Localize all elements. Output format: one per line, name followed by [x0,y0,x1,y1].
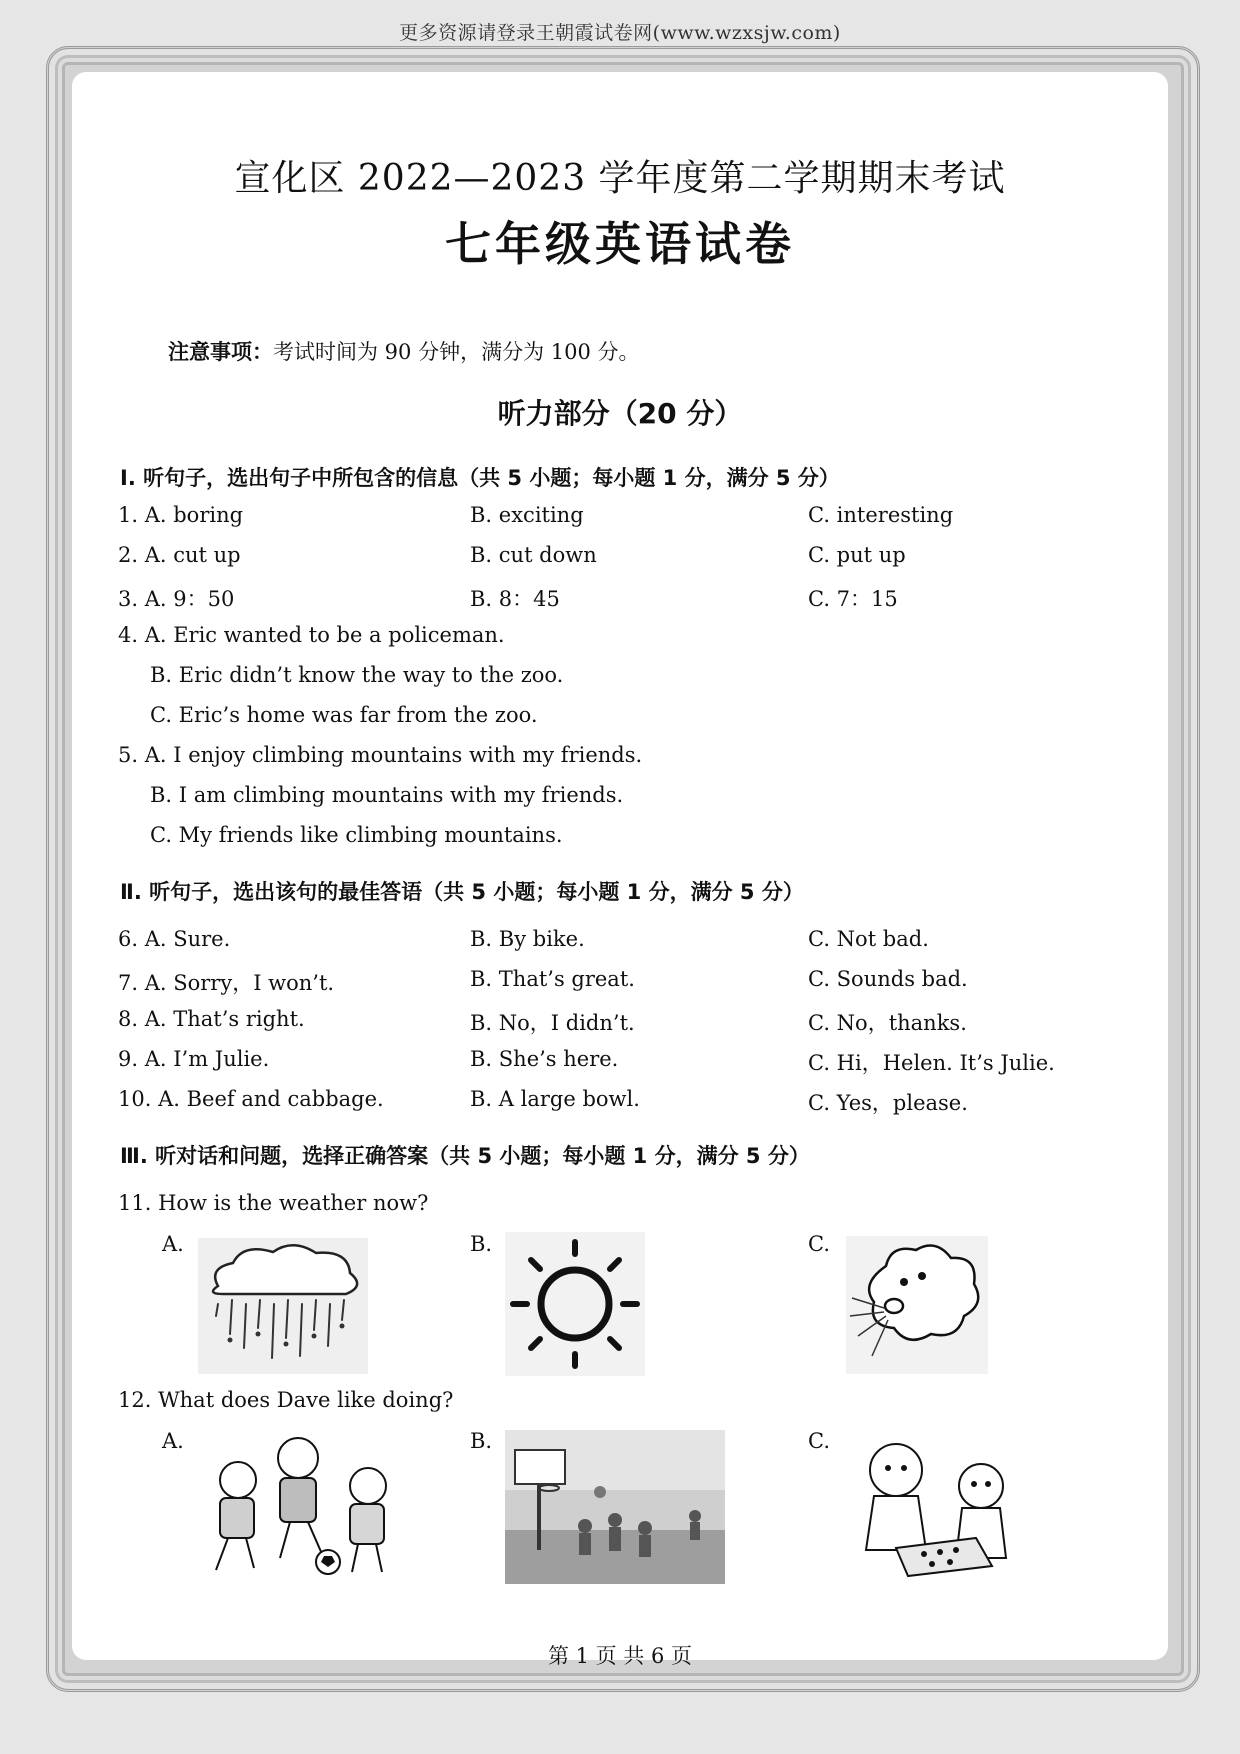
q6-option-b: B. By bike. [470,927,585,951]
q5-option-c: C. My friends like climbing mountains. [150,823,563,847]
notice-text: 考试时间为 90 分钟，满分为 100 分。 [273,340,640,364]
q10-option-c: C. Yes，please. [808,1091,968,1115]
kids-playing-basketball-picture [505,1430,725,1584]
kids-playing-chess-picture [846,1430,1026,1580]
section3-title: Ⅲ. 听对话和问题，选择正确答案（共 5 小题；每小题 1 分，满分 5 分） [120,1144,810,1168]
page-footer: 第 1 页 共 6 页 [547,1644,693,1668]
q1-option-b: B. exciting [470,503,584,527]
paper [72,72,1168,1660]
q11-label-a: A. [162,1232,184,1256]
q3-option-b: B. 8：45 [470,587,560,611]
section2-title: Ⅱ. 听句子，选出该句的最佳答语（共 5 小题；每小题 1 分，满分 5 分） [120,880,804,904]
q10-option-a: 10. A. Beef and cabbage. [118,1087,384,1111]
q4-option-c: C. Eric’s home was far from the zoo. [150,703,538,727]
question-2 [118,543,1118,575]
q3-option-c: C. 7：15 [808,587,898,611]
question-10 [118,1087,1118,1119]
q7-option-c: C. Sounds bad. [808,967,968,991]
q11-question: 11. How is the weather now? [118,1191,429,1215]
rain-cloud-picture [198,1238,368,1374]
q2-option-a: 2. A. cut up [118,543,241,567]
q12-label-c: C. [808,1429,830,1453]
question-6 [118,927,1118,959]
q5-option-b: B. I am climbing mountains with my friends. [150,783,624,807]
q7-option-b: B. That’s great. [470,967,635,991]
q12-label-b: B. [470,1429,493,1453]
q6-option-c: C. Not bad. [808,927,929,951]
q2-option-b: B. cut down [470,543,597,567]
q5-option-a: 5. A. I enjoy climbing mountains with my friends. [118,743,643,767]
listening-part-title: 听力部分（20 分） [497,397,743,430]
q8-option-b: B. No，I didn’t. [470,1011,635,1035]
question-8 [118,1007,1118,1039]
q7-option-a: 7. A. Sorry，I won’t. [118,971,335,995]
q4-option-b: B. Eric didn’t know the way to the zoo. [150,663,564,687]
q9-option-a: 9. A. I’m Julie. [118,1047,270,1071]
wind-cloud-picture [846,1236,988,1374]
q2-option-c: C. put up [808,543,906,567]
q1-option-c: C. interesting [808,503,954,527]
q6-option-a: 6. A. Sure. [118,927,231,951]
q4-option-a: 4. A. Eric wanted to be a policeman. [118,623,505,647]
question-9 [118,1047,1118,1079]
q10-option-b: B. A large bowl. [470,1087,640,1111]
watermark: 更多资源请登录王朝霞试卷网(www.wzxsjw.com) [399,22,841,44]
q9-option-c: C. Hi，Helen. It’s Julie. [808,1051,1055,1075]
q12-question: 12. What does Dave like doing? [118,1388,454,1412]
notice-label: 注意事项： [168,340,273,364]
q8-option-a: 8. A. That’s right. [118,1007,305,1031]
question-1 [118,503,1118,535]
sun-picture [505,1232,645,1376]
notice [168,336,640,366]
kids-playing-soccer-picture [198,1430,418,1580]
q1-option-a: 1. A. boring [118,503,244,527]
q11-label-b: B. [470,1232,493,1256]
question-7 [118,967,1118,999]
section1-title: Ⅰ. 听句子，选出句子中所包含的信息（共 5 小题；每小题 1 分，满分 5 分） [120,466,840,490]
exam-title: 宣化区 2022—2023 学年度第二学期期末考试 [234,158,1006,199]
q3-option-a: 3. A. 9：50 [118,587,235,611]
q9-option-b: B. She’s here. [470,1047,619,1071]
exam-subtitle: 七年级英语试卷 [445,217,795,271]
question-3 [118,583,1118,615]
q8-option-c: C. No，thanks. [808,1011,967,1035]
q11-label-c: C. [808,1232,830,1256]
q12-label-a: A. [162,1429,184,1453]
